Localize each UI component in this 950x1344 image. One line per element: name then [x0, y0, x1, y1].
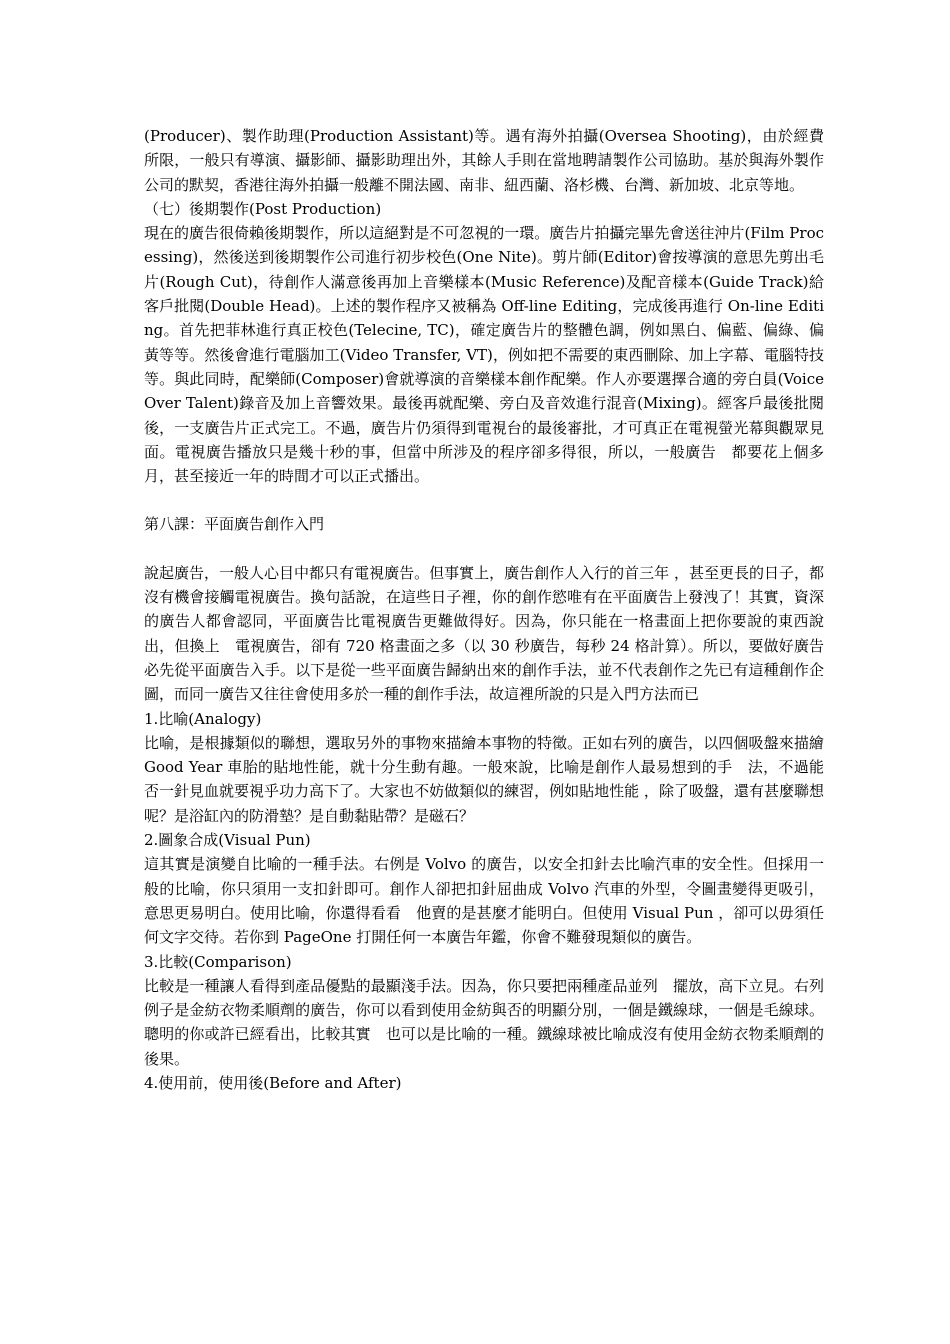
method-body-visual-pun: 這其實是演變自比喻的一種手法。右例是 Volvo 的廣告，以安全扣針去比喻汽車的安全性。但採用一般的比喻，你只須用一支扣針即可。創作人卻把扣針屈曲成 Volvo 汽車的外型，令圖畫變得更吸引，意思更易明白。使用比喻，你還得看看 他賣的是甚麼才能明白。但使用 Visual Pun ，卻可以毋須任何文字交待。若你到 PageOne 打開任何一本廣告年鑑，你會不難發現類似的廣告。	[144, 855, 824, 947]
lesson-title: 第八課：平面廣告創作入門	[144, 515, 325, 534]
method-heading-comparison: 3.比較(Comparison)	[144, 952, 292, 971]
section-heading-post-production: （七）後期製作(Post Production)	[144, 199, 382, 218]
blank-line	[144, 537, 824, 561]
intro-paragraph: (Producer)、製作助理(Production Assistant)等。遇有海外拍攝(Oversea Shooting)，由於經費所限，一般只有導演、攝影師、攝影助理出外，其餘人手則在當地聘請製作公司協助。基於與海外製作公司的默契，香港往海外拍攝一般離不開法國、南非、紐西蘭、洛杉機、台灣、新加坡、北京等地。	[144, 127, 824, 194]
blank-line	[144, 488, 824, 512]
post-production-paragraph: 現在的廣告很倚賴後期製作，所以這絕對是不可忽視的一環。廣告片拍攝完畢先會送往沖片(Film Processing)，然後送到後期製作公司進行初步校色(One Nite)。剪片師(Editor)會按導演的意思先剪出毛片(Rough Cut)，待創作人滿意後再加上音樂樣本(Music Reference)及配音樣本(Guide Track)給客戶批閱(Double Head)。上述的製作程序又被稱為 Off-line Editing，完成後再進行 On-line Editing。首先把菲林進行真正校色(Telecine, TC)，確定廣告片的整體色調，例如黑白、偏藍、偏綠、偏黃等等。然後會進行電腦加工(Video Transfer, VT)，例如把不需要的東西刪除、加上字幕、電腦特技等。與此同時，配樂師(Composer)會就導演的音樂樣本創作配樂。作人亦要選擇合適的旁白員(Voice Over Talent)錄音及加上音響效果。最後再就配樂、旁白及音效進行混音(Mixing)。經客戶最後批閱後，一支廣告片正式完工。不過，廣告片仍須得到電視台的最後審批，才可真正在電視螢光幕與觀眾見面。電視廣告播放只是幾十秒的事，但當中所涉及的程序卻多得很，所以，一般廣告 都要花上個多月，甚至接近一年的時間才可以正式播出。	[144, 224, 824, 486]
method-heading-visual-pun: 2.圖象合成(Visual Pun)	[144, 831, 311, 850]
method-body-analogy: 比喻，是根據類似的聯想，選取另外的事物來描繪本事物的特徵。正如右列的廣告，以四個吸盤來描繪 Good Year 車胎的貼地性能，就十分生動有趣。一般來說，比喻是創作人最易想到的手 法，不過能否一針見血就要視乎功力高下了。大家也不妨做類似的練習，例如貼地性能 ，除了吸盤，還有甚麼聯想呢？是浴缸內的防滑墊？是自動黏貼帶？是磁石？	[144, 733, 824, 825]
document-page	[144, 124, 824, 1095]
method-heading-before-after: 4.使用前，使用後(Before and After)	[144, 1073, 402, 1092]
method-body-comparison: 比較是一種讓人看得到產品優點的最顯淺手法。因為，你只要把兩種產品並列 擺放，高下立見。右列例子是金紡衣物柔順劑的廣告，你可以看到使用金紡與否的明顯分別，一個是鐵線球，一個是毛線球。聰明的你或許已經看出，比較其實 也可以是比喻的一種。鐵線球被比喻成沒有使用金紡衣物柔順劑的後果。	[144, 976, 824, 1068]
lesson-intro-paragraph: 說起廣告，一般人心目中都只有電視廣告。但事實上，廣告創作人入行的首三年 ，甚至更長的日子，都沒有機會接觸電視廣告。換句話說，在這些日子裡，你的創作慾唯有在平面廣告上發洩了！其實，資深的廣告人都會認同，平面廣告比電視廣告更難做得好。因為，你只能在一格畫面上把你要說的東西說出，但換上 電視廣告，卻有 720 格畫面之多（以 30 秒廣告，每秒 24 格計算）。所以，要做好廣告必先從平面廣告入手。以下是從一些平面廣告歸納出來的創作手法，並不代表創作之先已有這種創作企圖，而同一廣告又往往會使用多於一種的創作手法，故這裡所說的只是入門方法而已	[144, 563, 824, 704]
method-heading-analogy: 1.比喻(Analogy)	[144, 709, 262, 728]
